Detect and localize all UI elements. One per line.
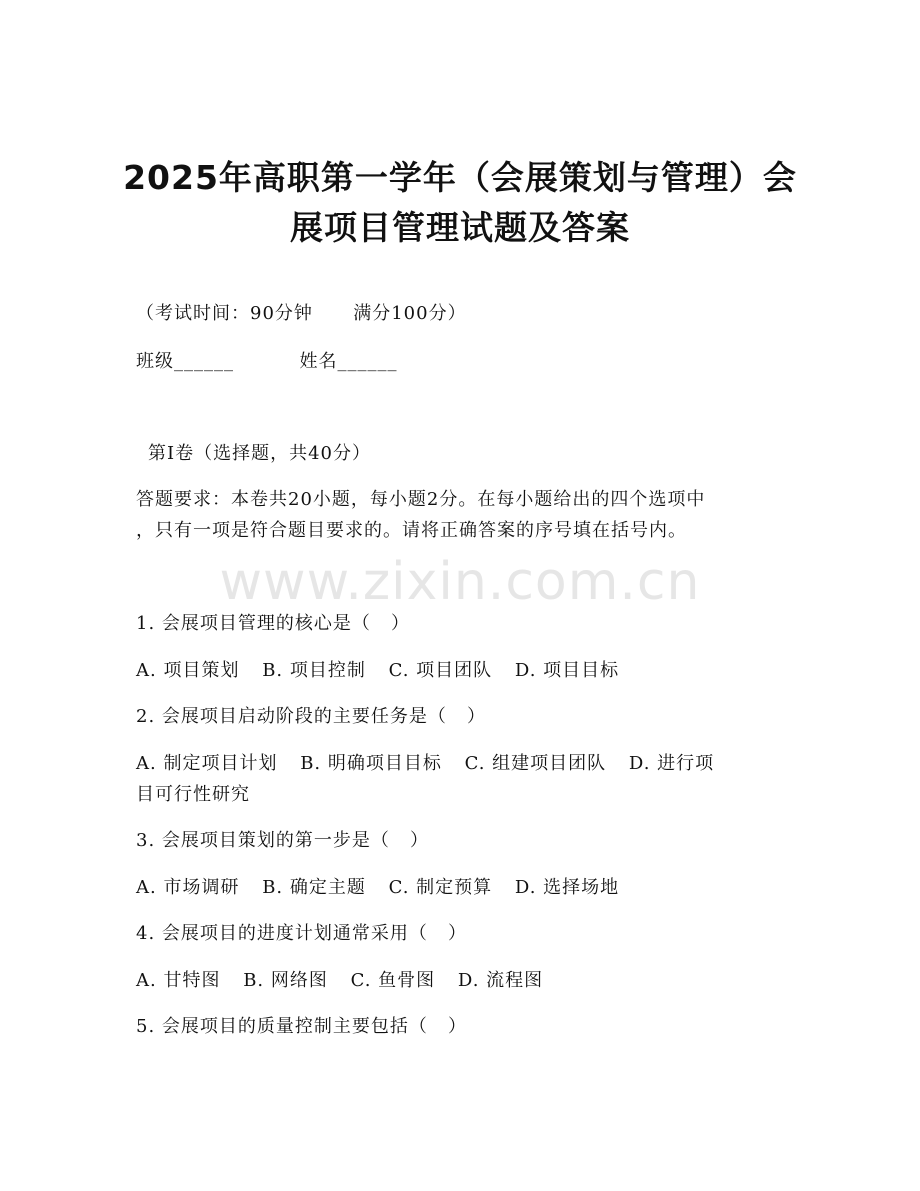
- question-3-option-c: C. 制定预算: [388, 877, 493, 898]
- exam-info: （考试时间：90分钟 满分100分）: [136, 303, 467, 324]
- question-4-option-d: D. 流程图: [457, 970, 544, 991]
- question-3-option-d: D. 选择场地: [514, 877, 620, 898]
- question-1-option-a: A. 项目策划: [136, 660, 240, 681]
- question-2-option-d-continued: 目可行性研究: [136, 784, 250, 805]
- question-3-stem: 3. 会展项目策划的第一步是（ ）: [136, 830, 430, 851]
- question-4-option-a: A. 甘特图: [136, 970, 221, 991]
- question-4-option-c: C. 鱼骨图: [350, 970, 436, 991]
- watermark: www.zixin.com.cn: [219, 552, 701, 612]
- instructions-line-2: ，只有一项是符合题目要求的。请将正确答案的序号填在括号内。: [136, 520, 687, 541]
- question-1-option-d: D. 项目目标: [514, 660, 620, 681]
- student-info-row: [136, 350, 397, 374]
- question-1-options: [136, 659, 619, 683]
- question-3-options: [136, 876, 619, 900]
- question-5-stem: 5. 会展项目的质量控制主要包括（ ）: [136, 1016, 468, 1037]
- question-3-option-a: A. 市场调研: [136, 877, 240, 898]
- page-title-line-2: 展项目管理试题及答案: [290, 208, 630, 247]
- question-3-option-b: B. 确定主题: [262, 877, 366, 898]
- question-2-option-c: C. 组建项目团队: [464, 753, 607, 774]
- class-field-label: 班级______: [136, 351, 234, 372]
- question-1-option-c: C. 项目团队: [388, 660, 493, 681]
- question-2-option-a: A. 制定项目计划: [136, 753, 278, 774]
- question-4-options: [136, 969, 543, 993]
- instructions-line-1: 答题要求：本卷共20小题，每小题2分。在每小题给出的四个选项中: [136, 489, 706, 510]
- question-1-option-b: B. 项目控制: [262, 660, 366, 681]
- question-4-stem: 4. 会展项目的进度计划通常采用（ ）: [136, 923, 468, 944]
- question-4-option-b: B. 网络图: [243, 970, 328, 991]
- question-2-options: [136, 752, 714, 776]
- question-2-option-d: D. 进行项: [628, 753, 715, 774]
- page-title-line-1: 2025年高职第一学年（会展策划与管理）会: [123, 158, 797, 197]
- name-field-label: 姓名______: [299, 351, 398, 372]
- question-2-stem: 2. 会展项目启动阶段的主要任务是（ ）: [136, 706, 487, 727]
- question-2-option-b: B. 明确项目目标: [300, 753, 442, 774]
- section-heading: 第I卷（选择题，共40分）: [148, 443, 372, 464]
- question-1-stem: 1. 会展项目管理的核心是（ ）: [136, 613, 411, 634]
